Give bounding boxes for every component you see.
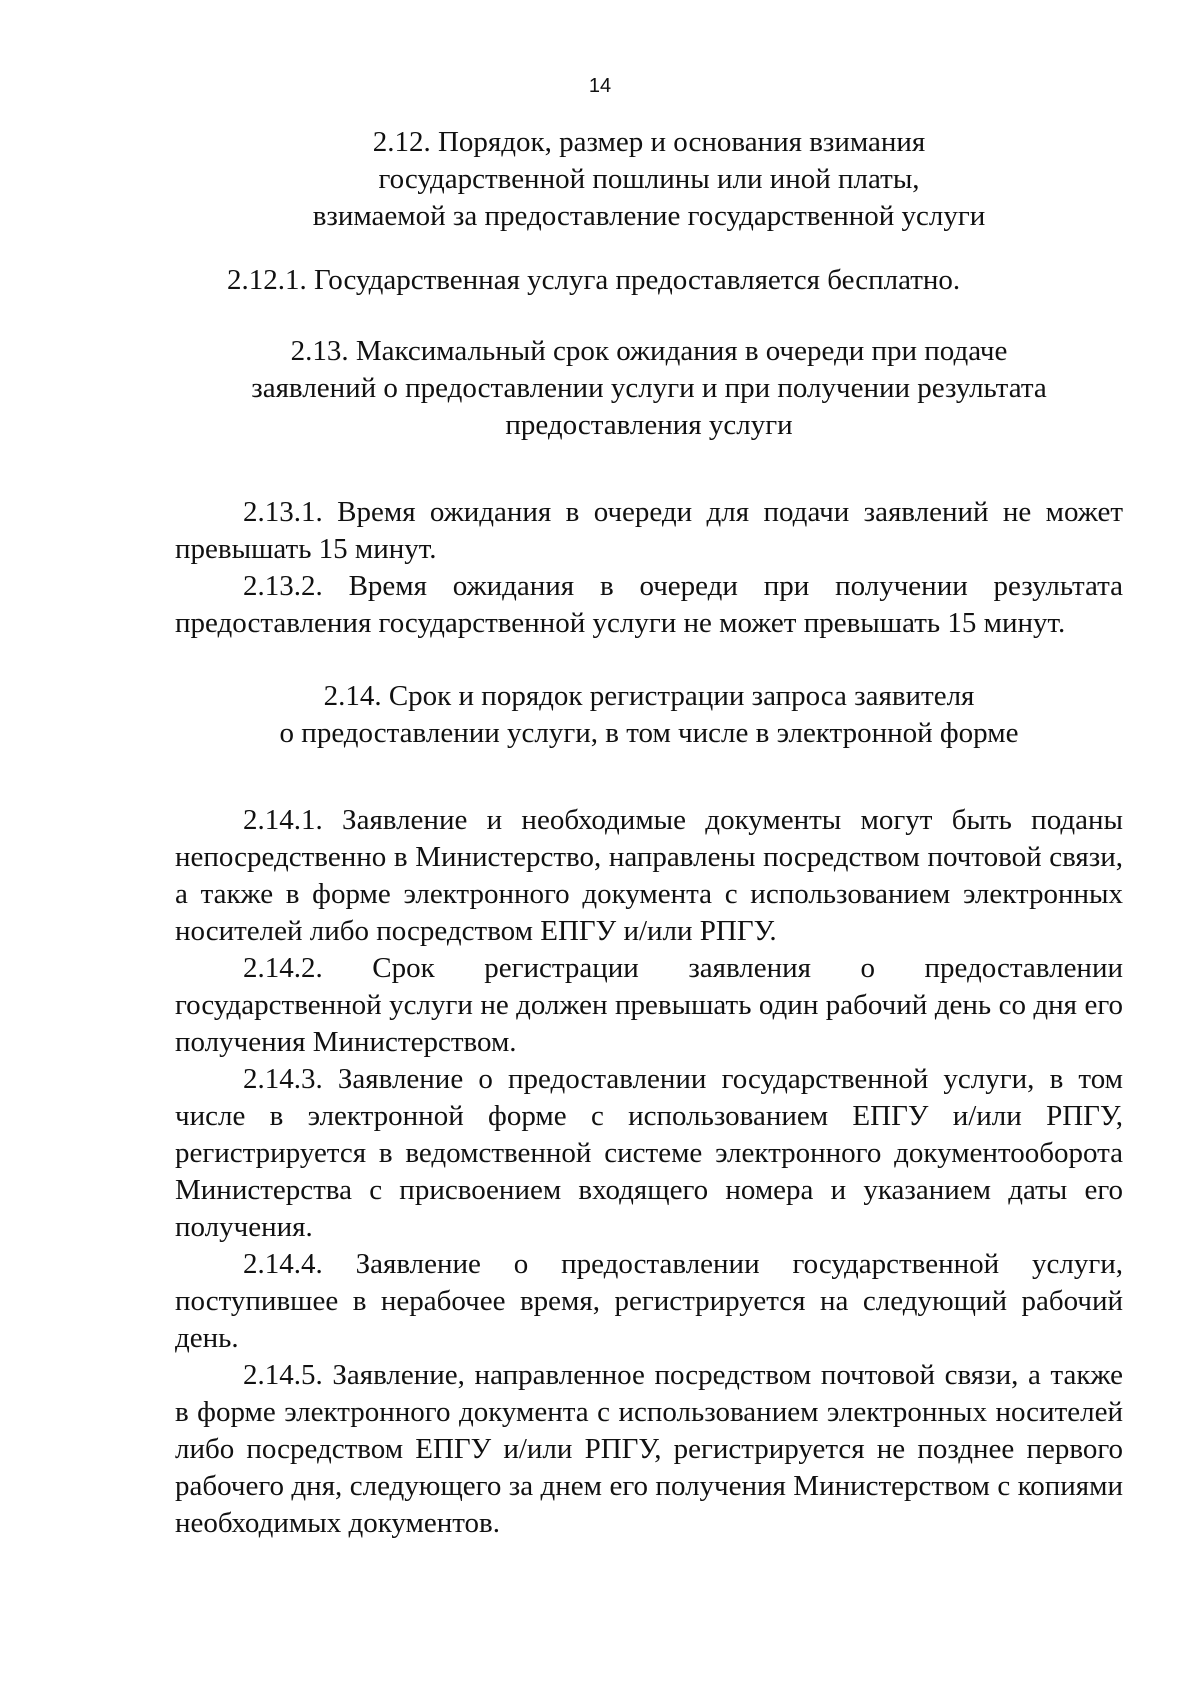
heading-line: государственной пошлины или иной платы,	[378, 163, 920, 195]
paragraph-2-13-2: 2.13.2. Время ожидания в очереди при получении результата предоставления государственной услуги не может превышать 15 минут.	[175, 570, 1123, 639]
paragraph-2-12-1: 2.12.1. Государственная услуга предоставляется бесплатно.	[227, 264, 961, 296]
section-heading-2-12	[175, 124, 1123, 235]
heading-line: 2.13. Максимальный срок ожидания в очереди при подаче	[290, 335, 1008, 367]
page-number: 14	[588, 75, 612, 97]
document-body	[175, 124, 1123, 1542]
paragraph-2-13-1: 2.13.1. Время ожидания в очереди для подачи заявлений не может превышать 15 минут.	[175, 496, 1123, 565]
section-heading-2-13	[175, 333, 1123, 444]
paragraph-2-14-5: 2.14.5. Заявление, направленное посредством почтовой связи, а также в форме электронного документа с использованием электронных носителей либо посредством ЕПГУ и/или РПГУ, регистрируется не позднее первого рабочего дня, следующего за днем его получения Министерством с копиями необходимых документов.	[175, 1359, 1123, 1539]
paragraph-2-14-4: 2.14.4. Заявление о предоставлении государственной услуги, поступившее в нерабочее время, регистрируется на следующий рабочий день.	[175, 1248, 1123, 1354]
heading-line: взимаемой за предоставление государственной услуги	[312, 200, 986, 232]
heading-line: заявлений о предоставлении услуги и при получении результата	[251, 372, 1047, 404]
heading-line: 2.14. Срок и порядок регистрации запроса заявителя	[323, 680, 975, 712]
heading-line: 2.12. Порядок, размер и основания взимания	[372, 126, 926, 158]
paragraph-2-14-1: 2.14.1. Заявление и необходимые документы могут быть поданы непосредственно в Министерство, направлены посредством почтовой связи, а также в форме электронного документа с использованием электронных носителей либо посредством ЕПГУ и/или РПГУ.	[175, 804, 1123, 947]
section-heading-2-14	[175, 678, 1123, 752]
paragraph-2-14-2: 2.14.2. Срок регистрации заявления о предоставлении государственной услуги не должен превышать один рабочий день со дня его получения Министерством.	[175, 952, 1123, 1058]
paragraph-2-14-3: 2.14.3. Заявление о предоставлении государственной услуги, в том числе в электронной форме с использованием ЕПГУ и/или РПГУ, регистрируется в ведомственной системе электронного документооборота Министерства с присвоением входящего номера и указанием даты его получения.	[175, 1063, 1123, 1243]
heading-line: о предоставлении услуги, в том числе в электронной форме	[279, 717, 1019, 749]
heading-line: предоставления услуги	[505, 409, 793, 441]
